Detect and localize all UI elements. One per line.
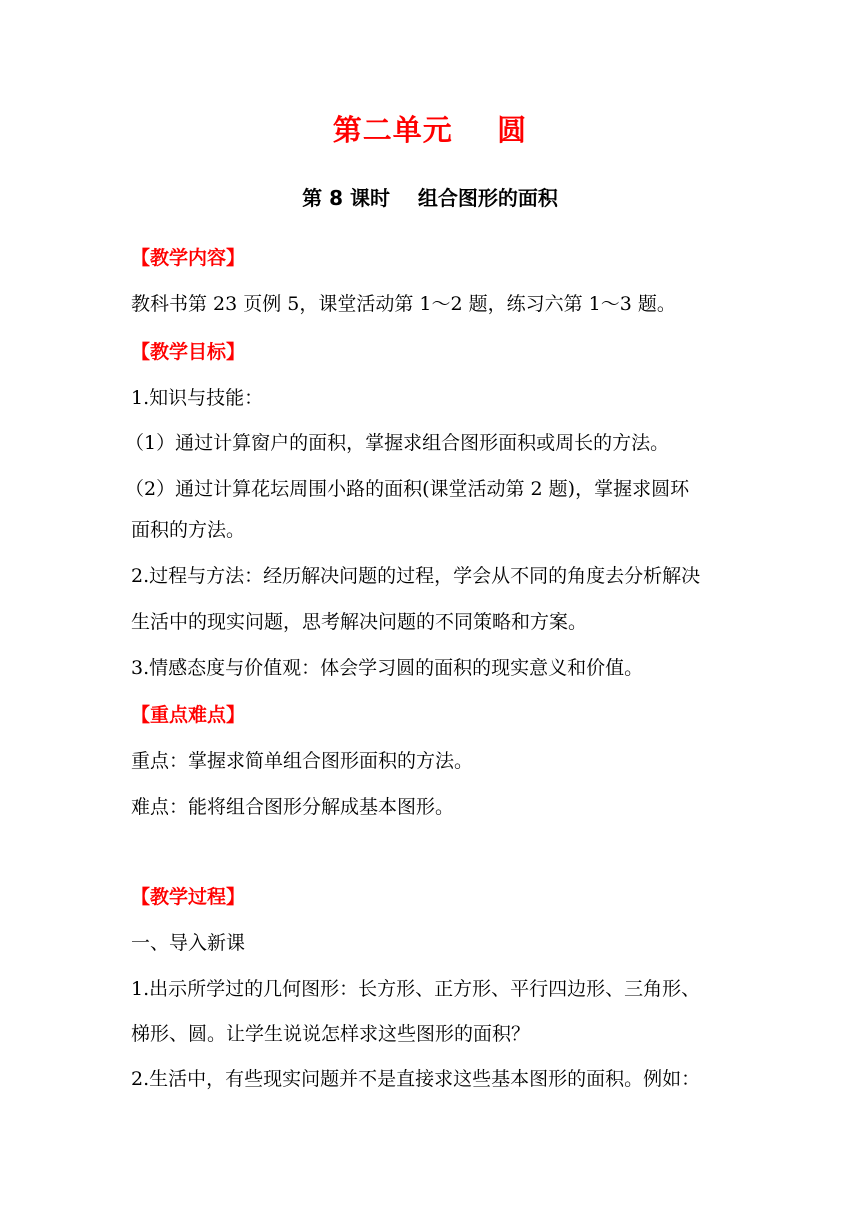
goals-heading: 【教学目标】	[131, 341, 246, 363]
process-1-1-line1: 1.出示所学过的几何图形：长方形、正方形、平行四边形、三角形、	[131, 978, 701, 1000]
difficult-point: 难点：能将组合图形分解成基本图形。	[131, 796, 455, 818]
process-1-2: 2.生活中，有些现实问题并不是直接求这些基本图形的面积。例如：	[131, 1068, 701, 1090]
content-text: 教科书第 23 页例 5，课堂活动第 1～2 题，练习六第 1～3 题。	[131, 293, 676, 315]
goal-1-b-line1: （2）通过计算花坛周围小路的面积(课堂活动第 2 题)，掌握求圆环	[125, 478, 690, 500]
process-heading: 【教学过程】	[131, 886, 246, 908]
process-1-1-line2: 梯形、圆。让学生说说怎样求这些图形的面积？	[131, 1023, 531, 1045]
goal-3: 3.情感态度与价值观：体会学习圆的面积的现实意义和价值。	[131, 657, 644, 679]
goal-1-b-line2: 面积的方法。	[131, 519, 246, 541]
lesson-title: 第 8 课时 组合图形的面积	[302, 186, 558, 210]
goal-1-a: （1）通过计算窗户的面积，掌握求组合图形面积或周长的方法。	[125, 432, 670, 454]
goal-2-line2: 生活中的现实问题，思考解决问题的不同策略和方案。	[131, 611, 588, 633]
content-heading: 【教学内容】	[131, 247, 246, 269]
goal-2-line1: 2.过程与方法：经历解决问题的过程，学会从不同的角度去分析解决	[131, 565, 701, 587]
unit-title: 第二单元 圆	[332, 113, 528, 147]
process-1: 一、导入新课	[131, 932, 246, 954]
key-point: 重点：掌握求简单组合图形面积的方法。	[131, 750, 474, 772]
goal-1: 1.知识与技能：	[131, 387, 264, 409]
key-heading: 【重点难点】	[131, 704, 246, 726]
